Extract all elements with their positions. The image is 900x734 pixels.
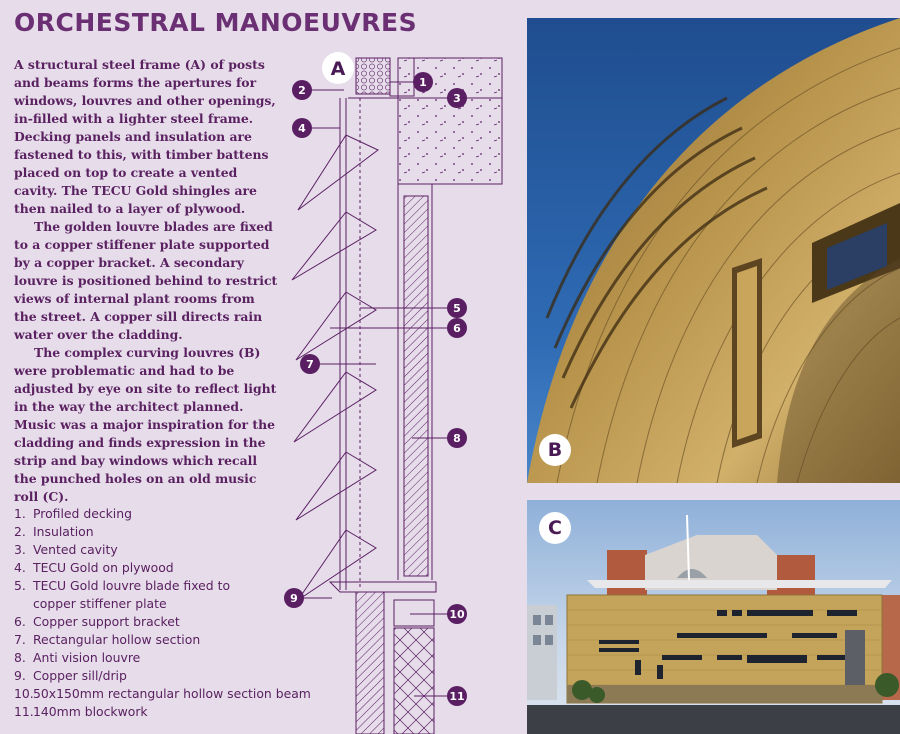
callout-4: 4 [298, 122, 306, 135]
legend-item: 1. Profiled decking [14, 506, 132, 521]
callout-8: 8 [453, 432, 461, 445]
paragraph-1: A structural steel frame (A) of posts and beams forms the apertures for windows, louvres and other openings, in-filled with a lighter steel frame. Decking panels and insulation are fastened to this, with timber battens placed on top to create a vented cavity. The TECU Gold shingles are then nailed to a layer of plywood. [14, 57, 276, 216]
legend-list [14, 505, 311, 721]
legend-item: 11. 140mm blockwork [14, 704, 148, 719]
legend-item: 10. 50x150mm rectangular hollow section beam [14, 686, 311, 701]
photo-building-elevation [527, 500, 900, 734]
callout-3: 3 [453, 92, 461, 105]
callout-2: 2 [298, 84, 306, 97]
legend-item: copper stiffener plate [33, 596, 167, 611]
photo-letter-c: C [539, 512, 571, 544]
photo-letter-b: B [539, 434, 571, 466]
page-title: ORCHESTRAL MANOEUVRES [14, 8, 418, 37]
body-text [14, 56, 279, 506]
callout-5: 5 [453, 302, 461, 315]
callout-10: 10 [449, 608, 465, 621]
legend-item: 8. Anti vision louvre [14, 650, 141, 665]
legend-item: 5. TECU Gold louvre blade fixed to [14, 578, 231, 593]
section-drawing [282, 40, 522, 734]
legend-item: 3. Vented cavity [14, 542, 118, 557]
callout-9: 9 [290, 592, 298, 605]
paragraph-2: The golden louvre blades are fixed to a copper stiffener plate supported by a copper bracket. A secondary louvre is positioned behind to restrict views of internal plant rooms from the street. A copper sill directs rain water over the cladding. [14, 219, 278, 342]
legend-item: 4. TECU Gold on plywood [14, 560, 174, 575]
drawing-letter-a: A [330, 58, 346, 80]
legend-item: 2. Insulation [14, 524, 94, 539]
callout-7: 7 [306, 358, 314, 371]
legend-item: 9. Copper sill/drip [14, 668, 127, 683]
photo-curved-facade [527, 18, 900, 483]
legend-item: 7. Rectangular hollow section [14, 632, 201, 647]
legend-item: 6. Copper support bracket [14, 614, 180, 629]
callout-6: 6 [453, 322, 461, 335]
paragraph-3: The complex curving louvres (B) were problematic and had to be adjusted by eye on site to reflect light in the way the architect planned. Music was a major inspiration for the cladding and finds expression in the strip and bay windows which recall the punched holes on an old music roll (C). [14, 345, 277, 504]
callout-1: 1 [419, 76, 427, 89]
callout-11: 11 [449, 690, 465, 703]
